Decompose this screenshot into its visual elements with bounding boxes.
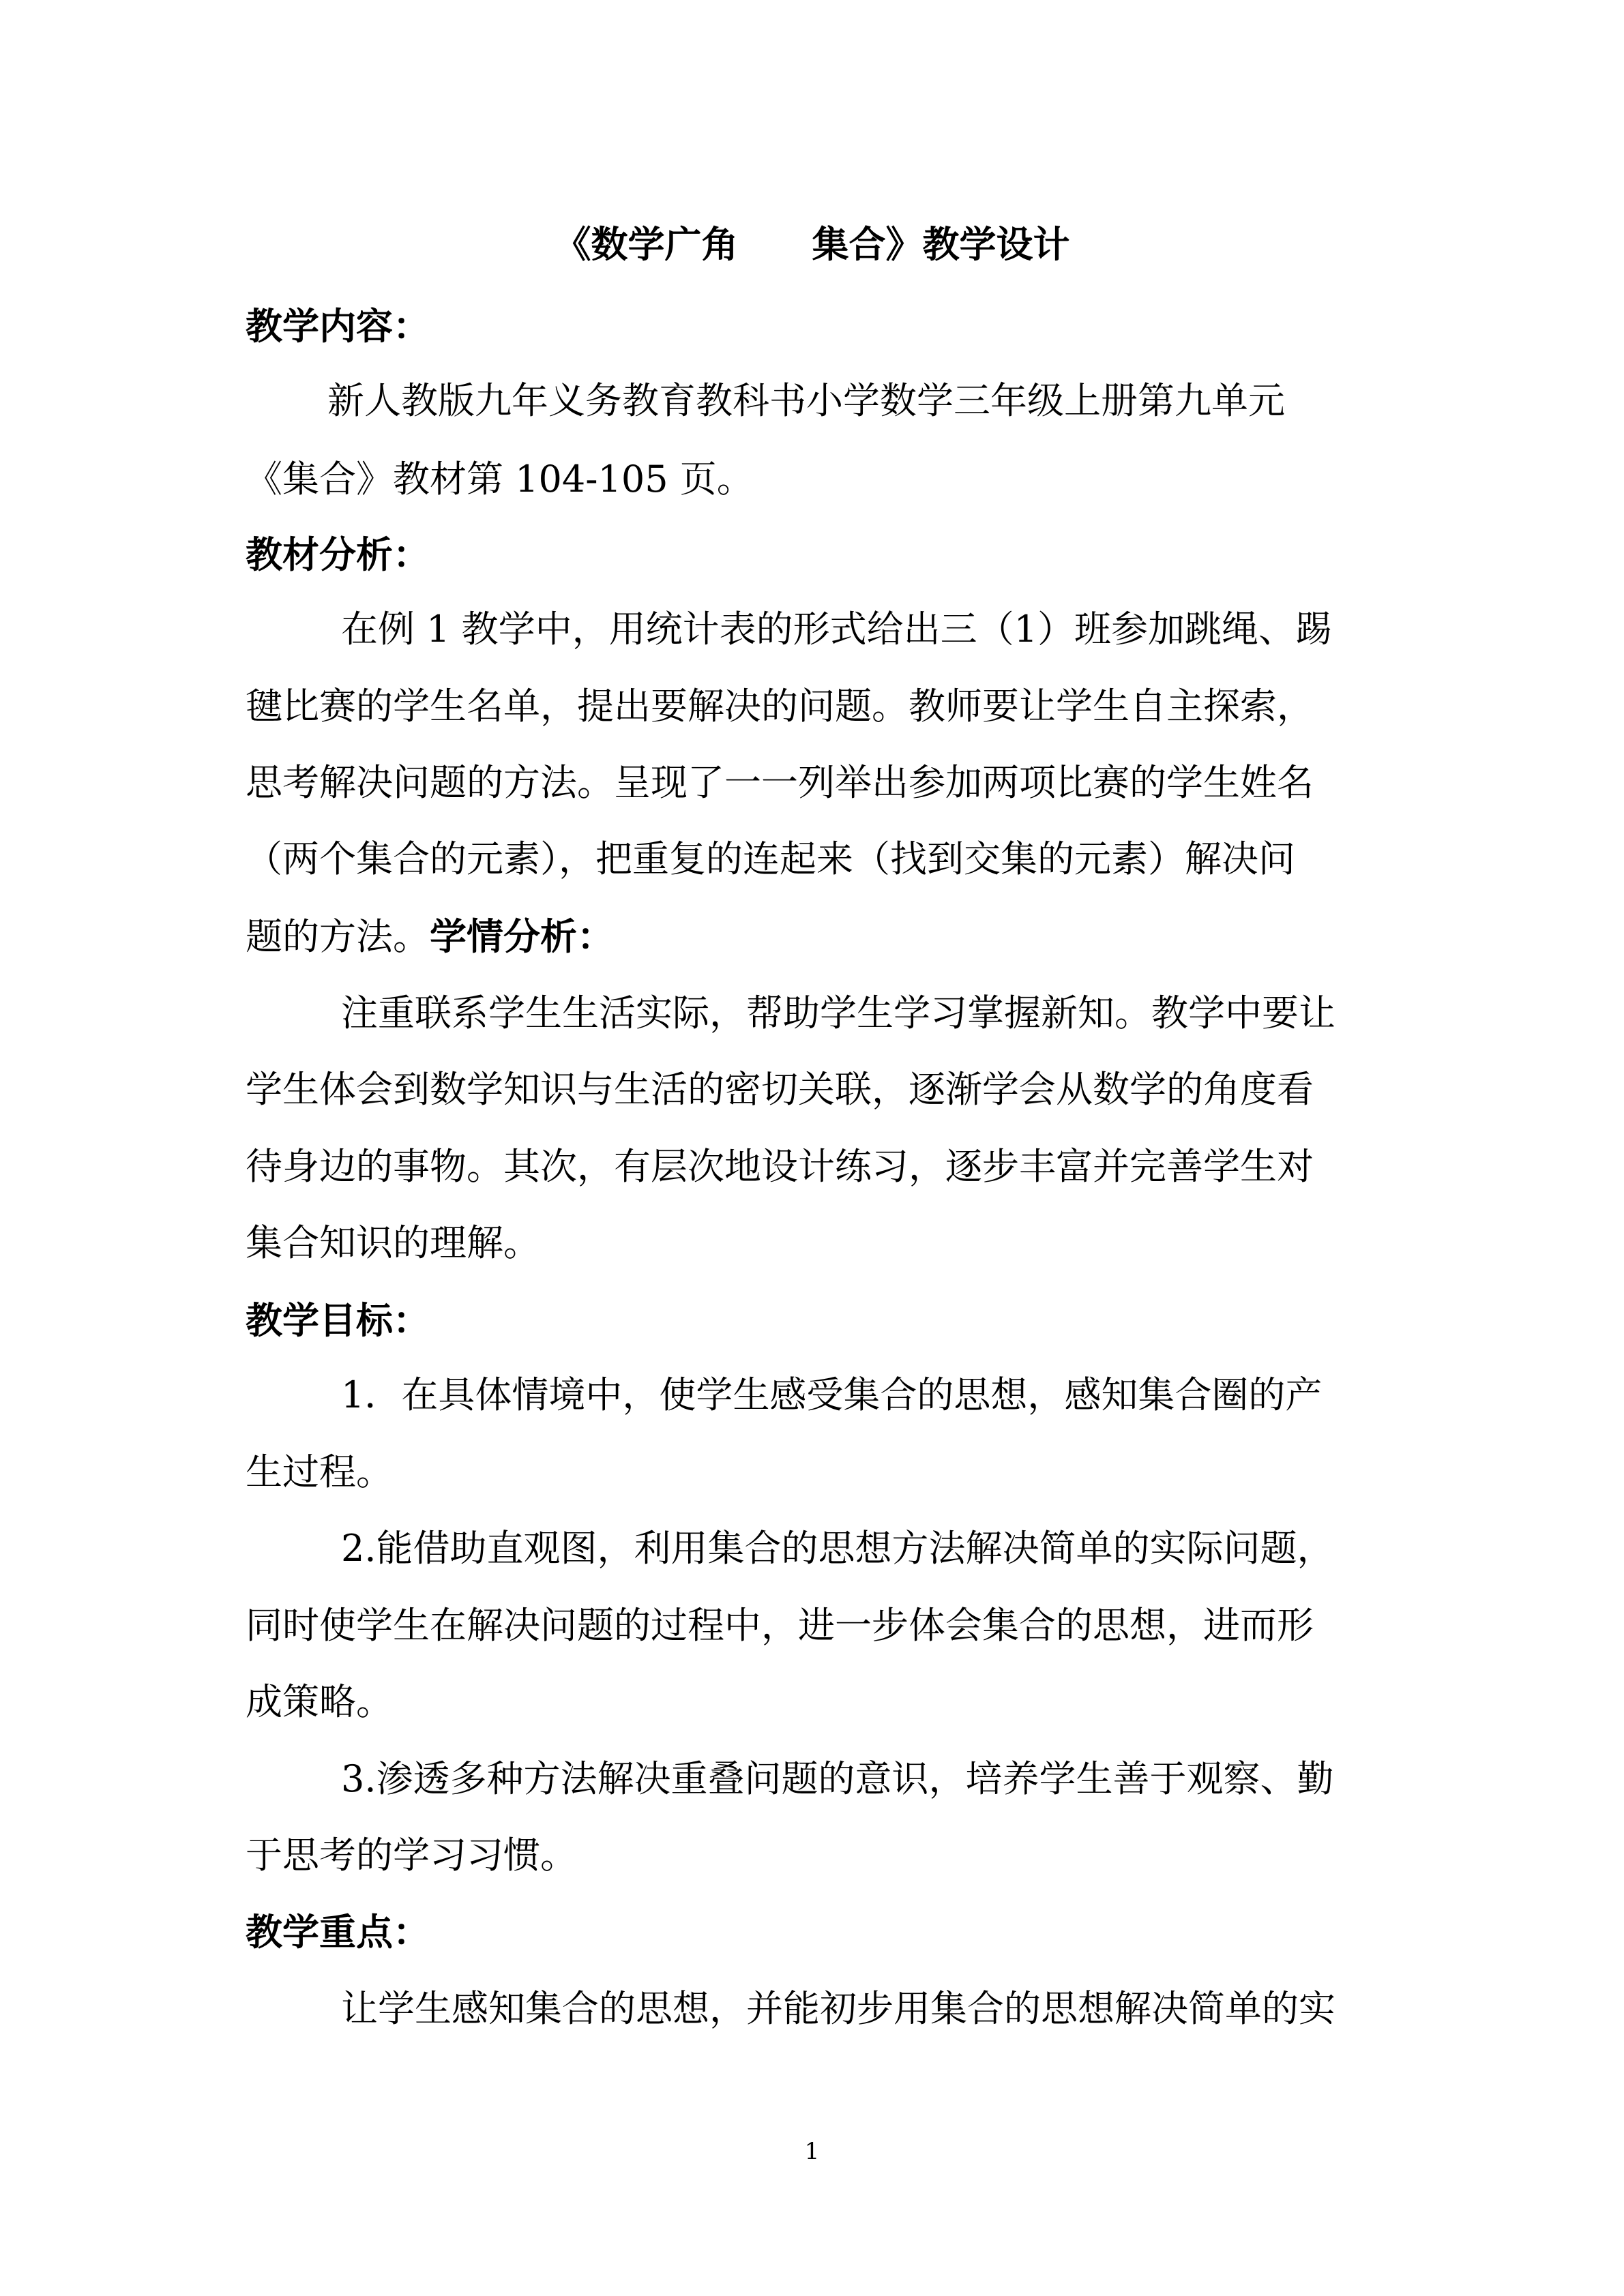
- objective-2-line-2: 同时使学生在解决问题的过程中，进一步体会集合的思想，进而形: [246, 1604, 1314, 1647]
- objective-2-line-3: 成策略。: [246, 1680, 393, 1723]
- objective-1-line-2: 生过程。: [246, 1450, 393, 1493]
- student-line-3: 待身边的事物。其次，有层次地设计练习，逐步丰富并完善学生对: [246, 1145, 1314, 1188]
- section-heading-content: 教学内容：: [246, 304, 430, 348]
- student-line-1: 注重联系学生生活实际，帮助学生学习掌握新知。教学中要让: [341, 992, 1335, 1034]
- page-number: 1: [804, 2138, 820, 2165]
- objective-2-line-1: 2.能借助直观图，利用集合的思想方法解决简单的实际问题，: [341, 1527, 1334, 1570]
- objective-3-line-1: 3.渗透多种方法解决重叠问题的意识，培养学生善于观察、勤: [341, 1757, 1334, 1800]
- analysis-line-5: [246, 909, 614, 964]
- objective-3-line-2: 于思考的学习习惯。: [246, 1834, 577, 1877]
- analysis-line-4: （两个集合的元素），把重复的连起来（找到交集的元素）解决问: [246, 837, 1295, 880]
- objective-1-line-1: 1．在具体情境中，使学生感受集合的思想，感知集合圈的产: [341, 1373, 1323, 1416]
- student-line-4: 集合知识的理解。: [246, 1221, 540, 1264]
- analysis-line-5-text: 题的方法。: [246, 915, 430, 958]
- content-line-2: 《集合》教材第 104-105 页。: [246, 458, 754, 501]
- analysis-line-1: 在例 1 教学中，用统计表的形式给出三（1）班参加跳绳、踢: [341, 608, 1333, 651]
- keypoints-line-1: 让学生感知集合的思想，并能初步用集合的思想解决简单的实: [341, 1987, 1335, 2030]
- content-line-1: 新人教版九年义务教育教科书小学数学三年级上册第九单元: [327, 379, 1285, 422]
- section-heading-analysis: 教材分析：: [246, 533, 430, 576]
- section-heading-keypoints: 教学重点：: [246, 1910, 430, 1954]
- document-title: 《数学广角 集合》教学设计: [554, 222, 1070, 266]
- section-heading-objectives: 教学目标：: [246, 1298, 430, 1342]
- analysis-line-3: 思考解决问题的方法。呈现了一一列举出参加两项比赛的学生姓名: [246, 761, 1314, 804]
- analysis-line-2: 毽比赛的学生名单，提出要解决的问题。教师要让学生自主探索，: [246, 685, 1314, 728]
- section-heading-student: 学情分析：: [430, 914, 614, 958]
- student-line-2: 学生体会到数学知识与生活的密切关联，逐渐学会从数学的角度看: [246, 1068, 1314, 1111]
